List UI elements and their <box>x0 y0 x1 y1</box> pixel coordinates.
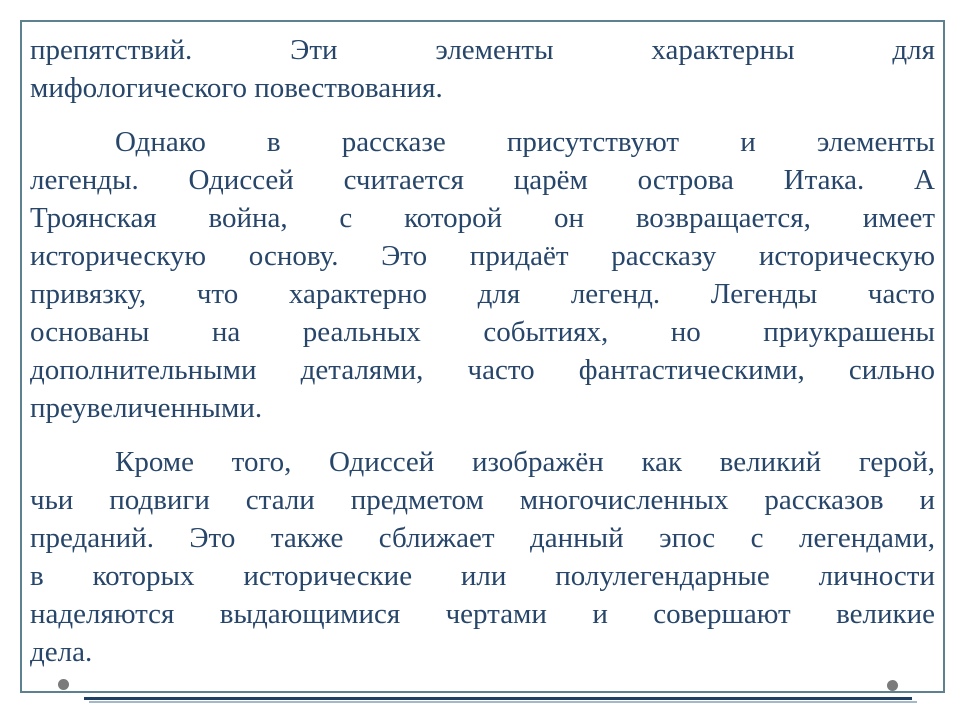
text-line: историческую основу. Это придаёт рассказу историческую <box>30 240 935 272</box>
text-line: наделяются выдающимися чертами и совершают великие <box>30 598 935 630</box>
text-line: дополнительными деталями, часто фантастическими, сильно <box>30 354 935 386</box>
text-line: мифологического повествования. <box>30 72 443 104</box>
text-line: Однако в рассказе присутствуют и элементы <box>115 126 935 158</box>
text-line: легенды. Одиссей считается царём острова Итака. А <box>30 164 935 196</box>
text-line: в которых исторические или полулегендарные личности <box>30 560 935 592</box>
text-line: основаны на реальных событиях, но приукрашены <box>30 316 935 348</box>
paragraph <box>30 123 935 427</box>
text-line: чьи подвиги стали предметом многочисленных рассказов и <box>30 484 935 516</box>
text-line: препятствий. Эти элементы характерны для <box>30 34 935 66</box>
text-line: Кроме того, Одиссей изображён как великий герой, <box>115 446 935 478</box>
text-line: преданий. Это также сближает данный эпос с легендами, <box>30 522 935 554</box>
paragraph <box>30 31 935 107</box>
decor-dot-right <box>887 680 898 691</box>
text-line: привязку, что характерно для легенд. Легенды часто <box>30 278 935 310</box>
paragraph <box>30 443 935 671</box>
decor-dot-left <box>58 679 69 690</box>
decor-underline-shadow <box>89 701 917 703</box>
text-line: дела. <box>30 636 93 668</box>
slide-text-box <box>20 20 945 693</box>
decor-underline <box>84 697 912 700</box>
text-line: Троянская война, с которой он возвращается, имеет <box>30 202 935 234</box>
text-line: преувеличенными. <box>30 392 263 424</box>
